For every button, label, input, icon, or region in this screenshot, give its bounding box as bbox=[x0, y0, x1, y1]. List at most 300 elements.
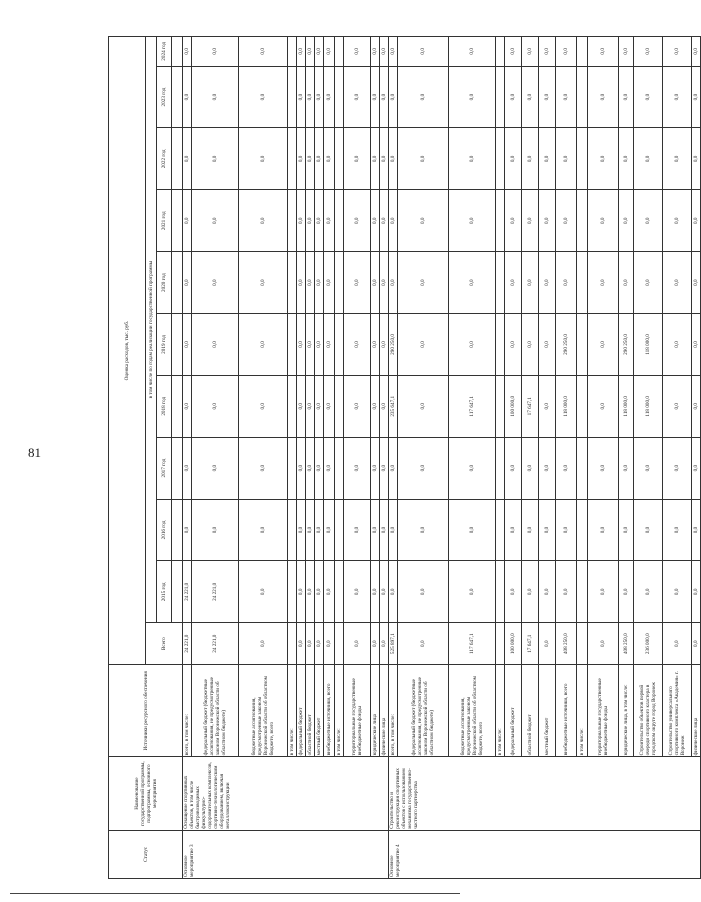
source-cell: всего, в том числе: bbox=[183, 665, 192, 757]
value-cell: 0,0 bbox=[505, 190, 522, 252]
source-cell: областной бюджет bbox=[522, 665, 539, 757]
value-cell: 0,0 bbox=[192, 66, 239, 128]
value-cell: 0,0 bbox=[539, 623, 556, 665]
value-cell: 0,0 bbox=[192, 437, 239, 499]
value-cell: 0,0 bbox=[315, 190, 324, 252]
value-cell: 0,0 bbox=[522, 437, 539, 499]
value-cell bbox=[288, 190, 297, 252]
value-cell: 290 250,0 bbox=[619, 314, 634, 376]
table-row bbox=[239, 37, 288, 879]
value-cell: 0,0 bbox=[297, 375, 306, 437]
value-cell: 0,0 bbox=[588, 190, 619, 252]
value-cell: 0,0 bbox=[306, 499, 315, 561]
value-cell: 0,0 bbox=[239, 128, 288, 190]
header-year: 2019 год bbox=[157, 314, 172, 376]
table-row bbox=[619, 37, 634, 879]
value-cell: 0,0 bbox=[619, 128, 634, 190]
source-cell: внебюджетные источники, всего bbox=[556, 665, 577, 757]
value-cell bbox=[496, 561, 505, 623]
value-cell: 0,0 bbox=[398, 37, 449, 67]
value-cell: 0,0 bbox=[663, 252, 692, 314]
value-cell: 0,0 bbox=[692, 499, 701, 561]
value-cell bbox=[496, 314, 505, 376]
source-cell: территориальные государственные внебюджетные фонды bbox=[344, 665, 371, 757]
header-year-blank bbox=[172, 314, 183, 376]
value-cell bbox=[496, 375, 505, 437]
value-cell: 0,0 bbox=[192, 499, 239, 561]
table-row bbox=[288, 37, 297, 879]
value-cell: 0,0 bbox=[556, 252, 577, 314]
value-cell bbox=[288, 66, 297, 128]
value-cell: 0,0 bbox=[692, 66, 701, 128]
value-cell: 0,0 bbox=[297, 561, 306, 623]
value-cell bbox=[577, 37, 588, 67]
value-cell: 118 000,0 bbox=[634, 314, 663, 376]
table-row bbox=[634, 37, 663, 879]
value-cell: 0,0 bbox=[306, 623, 315, 665]
value-cell: 0,0 bbox=[522, 561, 539, 623]
value-cell: 0,0 bbox=[556, 499, 577, 561]
value-cell: 0,0 bbox=[324, 375, 335, 437]
value-cell: 117 647,1 bbox=[449, 623, 496, 665]
value-cell: 0,0 bbox=[449, 37, 496, 67]
value-cell: 0,0 bbox=[344, 437, 371, 499]
value-cell: 0,0 bbox=[380, 499, 389, 561]
value-cell: 0,0 bbox=[588, 37, 619, 67]
status-cell: Основное мероприятие 4 bbox=[389, 830, 701, 878]
value-cell: 0,0 bbox=[239, 37, 288, 67]
value-cell: 0,0 bbox=[380, 623, 389, 665]
value-cell: 0,0 bbox=[449, 128, 496, 190]
source-cell: местный бюджет bbox=[315, 665, 324, 757]
value-cell: 0,0 bbox=[324, 37, 335, 67]
value-cell: 0,0 bbox=[398, 623, 449, 665]
value-cell: 17 647,1 bbox=[522, 623, 539, 665]
value-cell: 0,0 bbox=[588, 252, 619, 314]
value-cell: 0,0 bbox=[297, 252, 306, 314]
source-cell: в том числе: bbox=[335, 665, 344, 757]
value-cell: 0,0 bbox=[371, 314, 380, 376]
value-cell: 0,0 bbox=[692, 128, 701, 190]
value-cell: 0,0 bbox=[389, 252, 398, 314]
table-row bbox=[539, 37, 556, 879]
value-cell: 0,0 bbox=[192, 314, 239, 376]
value-cell: 0,0 bbox=[634, 128, 663, 190]
value-cell: 0,0 bbox=[324, 623, 335, 665]
value-cell: 0,0 bbox=[315, 375, 324, 437]
value-cell: 0,0 bbox=[297, 190, 306, 252]
value-cell: 0,0 bbox=[192, 37, 239, 67]
value-cell: 0,0 bbox=[449, 252, 496, 314]
table-row bbox=[380, 37, 389, 879]
value-cell bbox=[335, 623, 344, 665]
table-row bbox=[505, 37, 522, 879]
value-cell: 0,0 bbox=[634, 37, 663, 67]
value-cell: 0,0 bbox=[539, 37, 556, 67]
value-cell: 0,0 bbox=[556, 66, 577, 128]
value-cell: 0,0 bbox=[556, 437, 577, 499]
value-cell: 0,0 bbox=[315, 66, 324, 128]
value-cell: 0,0 bbox=[539, 561, 556, 623]
value-cell: 0,0 bbox=[239, 66, 288, 128]
value-cell: 0,0 bbox=[389, 499, 398, 561]
value-cell: 0,0 bbox=[380, 37, 389, 67]
value-cell bbox=[335, 375, 344, 437]
value-cell: 0,0 bbox=[522, 66, 539, 128]
value-cell: 0,0 bbox=[315, 561, 324, 623]
value-cell: 0,0 bbox=[588, 561, 619, 623]
value-cell: 0,0 bbox=[522, 499, 539, 561]
source-cell: федеральный бюджет (бюджетные ассигнования, не предусмотренные законом Воронежской области об областном бюджете) bbox=[192, 665, 239, 757]
value-cell: 0,0 bbox=[315, 437, 324, 499]
value-cell: 0,0 bbox=[692, 190, 701, 252]
header-year-blank bbox=[172, 252, 183, 314]
value-cell: 0,0 bbox=[539, 66, 556, 128]
header-year-blank bbox=[172, 437, 183, 499]
value-cell: 0,0 bbox=[588, 499, 619, 561]
value-cell: 0,0 bbox=[324, 128, 335, 190]
value-cell bbox=[335, 252, 344, 314]
value-cell: 0,0 bbox=[692, 623, 701, 665]
value-cell: 0,0 bbox=[663, 37, 692, 67]
value-cell: 0,0 bbox=[371, 128, 380, 190]
table-row bbox=[449, 37, 496, 879]
table-row bbox=[663, 37, 692, 879]
value-cell bbox=[496, 499, 505, 561]
value-cell: 0,0 bbox=[505, 499, 522, 561]
header-year: 2016 год bbox=[157, 499, 172, 561]
value-cell: 0,0 bbox=[634, 437, 663, 499]
table-row bbox=[556, 37, 577, 879]
value-cell: 0,0 bbox=[522, 128, 539, 190]
value-cell: 0,0 bbox=[619, 252, 634, 314]
header-year: 2024 год bbox=[157, 37, 172, 67]
value-cell: 0,0 bbox=[324, 190, 335, 252]
value-cell: 0,0 bbox=[588, 66, 619, 128]
value-cell: 290 250,0 bbox=[556, 314, 577, 376]
value-cell: 236 000,0 bbox=[634, 623, 663, 665]
value-cell: 0,0 bbox=[449, 66, 496, 128]
value-cell bbox=[577, 375, 588, 437]
value-cell: 0,0 bbox=[663, 190, 692, 252]
value-cell: 0,0 bbox=[539, 314, 556, 376]
value-cell: 0,0 bbox=[183, 252, 192, 314]
value-cell: 0,0 bbox=[297, 128, 306, 190]
table-row bbox=[398, 37, 449, 879]
value-cell: 0,0 bbox=[324, 66, 335, 128]
value-cell bbox=[577, 190, 588, 252]
value-cell: 0,0 bbox=[239, 499, 288, 561]
value-cell: 0,0 bbox=[634, 66, 663, 128]
value-cell: 0,0 bbox=[619, 499, 634, 561]
value-cell: 0,0 bbox=[380, 561, 389, 623]
value-cell: 0,0 bbox=[663, 128, 692, 190]
value-cell: 0,0 bbox=[344, 252, 371, 314]
value-cell: 0,0 bbox=[692, 314, 701, 376]
value-cell: 24 221,0 bbox=[192, 623, 239, 665]
source-cell: федеральный бюджет (бюджетные ассигнования, не предусмотренные законом Воронежской области об областном бюджете) bbox=[398, 665, 449, 757]
value-cell: 0,0 bbox=[634, 499, 663, 561]
value-cell: 0,0 bbox=[663, 375, 692, 437]
value-cell: 0,0 bbox=[619, 437, 634, 499]
value-cell bbox=[577, 623, 588, 665]
value-cell: 0,0 bbox=[306, 66, 315, 128]
expenditure-table bbox=[108, 36, 701, 879]
value-cell bbox=[496, 623, 505, 665]
value-cell: 0,0 bbox=[398, 499, 449, 561]
value-cell bbox=[335, 314, 344, 376]
value-cell: 0,0 bbox=[239, 623, 288, 665]
value-cell bbox=[288, 623, 297, 665]
value-cell: 0,0 bbox=[315, 623, 324, 665]
value-cell bbox=[577, 437, 588, 499]
value-cell: 0,0 bbox=[315, 128, 324, 190]
value-cell bbox=[288, 561, 297, 623]
value-cell: 0,0 bbox=[324, 499, 335, 561]
value-cell bbox=[577, 252, 588, 314]
value-cell: 0,0 bbox=[398, 561, 449, 623]
header-year: 2021 год bbox=[157, 190, 172, 252]
value-cell: 0,0 bbox=[380, 437, 389, 499]
value-cell bbox=[288, 375, 297, 437]
value-cell: 0,0 bbox=[556, 190, 577, 252]
value-cell: 0,0 bbox=[344, 190, 371, 252]
value-cell: 0,0 bbox=[306, 375, 315, 437]
value-cell bbox=[496, 437, 505, 499]
value-cell bbox=[496, 128, 505, 190]
header-year-blank bbox=[172, 375, 183, 437]
value-cell: 0,0 bbox=[692, 252, 701, 314]
source-cell: физические лица bbox=[380, 665, 389, 757]
value-cell: 0,0 bbox=[398, 314, 449, 376]
rotated-page bbox=[108, 36, 699, 879]
value-cell: 0,0 bbox=[315, 252, 324, 314]
value-cell: 0,0 bbox=[239, 375, 288, 437]
value-cell: 0,0 bbox=[239, 314, 288, 376]
table-row bbox=[389, 37, 398, 879]
name-cell: Строительство и реконструкция спортивных объектов с использованием механизма государственно-частного партнерства bbox=[389, 757, 701, 830]
value-cell: 17 647,1 bbox=[522, 375, 539, 437]
value-cell: 0,0 bbox=[344, 375, 371, 437]
value-cell: 0,0 bbox=[324, 561, 335, 623]
value-cell: 0,0 bbox=[692, 437, 701, 499]
table-row bbox=[183, 37, 192, 879]
value-cell: 0,0 bbox=[344, 499, 371, 561]
value-cell bbox=[577, 561, 588, 623]
page-number: 81 bbox=[28, 445, 41, 460]
value-cell: 0,0 bbox=[239, 252, 288, 314]
value-cell: 0,0 bbox=[344, 66, 371, 128]
value-cell: 0,0 bbox=[522, 190, 539, 252]
header-name: Наименование государственной программы, подпрограммы, основного мероприятия bbox=[109, 757, 183, 830]
value-cell: 0,0 bbox=[522, 37, 539, 67]
value-cell: 0,0 bbox=[380, 314, 389, 376]
value-cell: 0,0 bbox=[398, 190, 449, 252]
value-cell: 0,0 bbox=[183, 66, 192, 128]
value-cell: 0,0 bbox=[239, 190, 288, 252]
value-cell: 0,0 bbox=[344, 37, 371, 67]
value-cell: 0,0 bbox=[539, 499, 556, 561]
value-cell bbox=[288, 499, 297, 561]
value-cell: 0,0 bbox=[371, 561, 380, 623]
value-cell: 0,0 bbox=[380, 128, 389, 190]
header-year: 2017 год bbox=[157, 437, 172, 499]
table-row bbox=[192, 37, 239, 879]
value-cell: 0,0 bbox=[306, 437, 315, 499]
value-cell: 235 647,1 bbox=[389, 375, 398, 437]
value-cell: 0,0 bbox=[663, 66, 692, 128]
value-cell: 0,0 bbox=[619, 37, 634, 67]
value-cell: 0,0 bbox=[297, 314, 306, 376]
source-cell: бюджетные ассигнования, предусмотренные законом Воронежской области об областном бюджете, всего bbox=[239, 665, 288, 757]
header-year-blank bbox=[172, 128, 183, 190]
value-cell: 0,0 bbox=[505, 437, 522, 499]
value-cell: 0,0 bbox=[692, 37, 701, 67]
value-cell bbox=[335, 190, 344, 252]
source-cell: местный бюджет bbox=[539, 665, 556, 757]
value-cell bbox=[288, 314, 297, 376]
value-cell: 0,0 bbox=[634, 190, 663, 252]
value-cell: 525 897,1 bbox=[389, 623, 398, 665]
value-cell: 0,0 bbox=[539, 437, 556, 499]
value-cell: 0,0 bbox=[389, 190, 398, 252]
value-cell: 0,0 bbox=[297, 66, 306, 128]
value-cell: 0,0 bbox=[663, 314, 692, 376]
value-cell: 0,0 bbox=[398, 66, 449, 128]
value-cell: 408 250,0 bbox=[556, 623, 577, 665]
value-cell: 0,0 bbox=[371, 66, 380, 128]
value-cell: 0,0 bbox=[449, 314, 496, 376]
value-cell: 0,0 bbox=[505, 37, 522, 67]
value-cell: 0,0 bbox=[324, 437, 335, 499]
header-status: Статус bbox=[109, 830, 183, 878]
header-year: 2015 год bbox=[157, 561, 172, 623]
value-cell: 117 647,1 bbox=[449, 375, 496, 437]
value-cell bbox=[577, 66, 588, 128]
value-cell bbox=[496, 252, 505, 314]
value-cell: 0,0 bbox=[449, 561, 496, 623]
value-cell: 0,0 bbox=[619, 561, 634, 623]
value-cell bbox=[335, 561, 344, 623]
value-cell: 24 221,0 bbox=[192, 561, 239, 623]
value-cell bbox=[335, 499, 344, 561]
source-cell: в том числе: bbox=[577, 665, 588, 757]
value-cell bbox=[496, 66, 505, 128]
value-cell: 0,0 bbox=[522, 252, 539, 314]
value-cell: 0,0 bbox=[315, 314, 324, 376]
value-cell bbox=[496, 190, 505, 252]
value-cell: 0,0 bbox=[192, 190, 239, 252]
value-cell: 0,0 bbox=[380, 375, 389, 437]
value-cell: 0,0 bbox=[663, 623, 692, 665]
header-total: Всего bbox=[146, 623, 183, 665]
source-cell: юридические лица, в том числе: bbox=[619, 665, 634, 757]
value-cell: 24 221,0 bbox=[183, 623, 192, 665]
name-cell: Оснащение спортивных объектов, в том числе быстровозводимых физкультурно-оздоровительных комплексов, спортивно-технологическим оборудованием, включая металлоконструкции bbox=[183, 757, 389, 830]
value-cell bbox=[577, 128, 588, 190]
value-cell: 0,0 bbox=[183, 128, 192, 190]
value-cell: 0,0 bbox=[371, 252, 380, 314]
value-cell: 0,0 bbox=[192, 128, 239, 190]
value-cell: 0,0 bbox=[183, 190, 192, 252]
value-cell: 0,0 bbox=[505, 561, 522, 623]
value-cell: 0,0 bbox=[315, 499, 324, 561]
value-cell: 0,0 bbox=[306, 128, 315, 190]
header-year: 2018 год bbox=[157, 375, 172, 437]
source-cell: физические лица bbox=[692, 665, 701, 757]
value-cell: 0,0 bbox=[183, 375, 192, 437]
value-cell: 0,0 bbox=[344, 623, 371, 665]
table-row bbox=[344, 37, 371, 879]
value-cell: 118 000,0 bbox=[619, 375, 634, 437]
table-header bbox=[109, 37, 183, 879]
value-cell: 0,0 bbox=[297, 37, 306, 67]
table-row bbox=[577, 37, 588, 879]
value-cell: 0,0 bbox=[556, 128, 577, 190]
value-cell bbox=[288, 252, 297, 314]
table-row bbox=[522, 37, 539, 879]
value-cell: 0,0 bbox=[663, 499, 692, 561]
value-cell: 0,0 bbox=[306, 252, 315, 314]
value-cell: 0,0 bbox=[183, 37, 192, 67]
source-cell: федеральный бюджет bbox=[297, 665, 306, 757]
source-cell: территориальные государственные внебюджетные фонды bbox=[588, 665, 619, 757]
value-cell: 0,0 bbox=[192, 375, 239, 437]
value-cell bbox=[577, 314, 588, 376]
value-cell: 0,0 bbox=[306, 561, 315, 623]
value-cell: 0,0 bbox=[371, 37, 380, 67]
value-cell: 0,0 bbox=[588, 623, 619, 665]
table-row bbox=[692, 37, 701, 879]
table-row bbox=[315, 37, 324, 879]
value-cell: 0,0 bbox=[344, 561, 371, 623]
value-cell: 0,0 bbox=[619, 190, 634, 252]
table-row bbox=[496, 37, 505, 879]
source-cell: Строительство объектов первой очереди спортивного кластера в городском округе город Воронеж bbox=[634, 665, 663, 757]
status-cell: Основное мероприятие 3 bbox=[183, 830, 389, 878]
value-cell: 0,0 bbox=[505, 252, 522, 314]
value-cell: 0,0 bbox=[371, 499, 380, 561]
value-cell: 0,0 bbox=[539, 252, 556, 314]
value-cell: 0,0 bbox=[315, 37, 324, 67]
source-cell: в том числе: bbox=[496, 665, 505, 757]
value-cell: 0,0 bbox=[505, 128, 522, 190]
value-cell: 0,0 bbox=[344, 128, 371, 190]
value-cell: 0,0 bbox=[389, 66, 398, 128]
value-cell: 0,0 bbox=[663, 561, 692, 623]
value-cell: 0,0 bbox=[380, 252, 389, 314]
value-cell: 0,0 bbox=[663, 437, 692, 499]
value-cell: 0,0 bbox=[588, 375, 619, 437]
value-cell: 0,0 bbox=[371, 375, 380, 437]
value-cell: 0,0 bbox=[371, 190, 380, 252]
value-cell: 0,0 bbox=[324, 252, 335, 314]
value-cell: 0,0 bbox=[692, 561, 701, 623]
value-cell: 0,0 bbox=[522, 314, 539, 376]
value-cell bbox=[335, 66, 344, 128]
value-cell: 0,0 bbox=[306, 314, 315, 376]
value-cell: 0,0 bbox=[371, 623, 380, 665]
table-row bbox=[588, 37, 619, 879]
value-cell: 0,0 bbox=[588, 437, 619, 499]
value-cell: 0,0 bbox=[505, 314, 522, 376]
value-cell: 290 250,0 bbox=[389, 314, 398, 376]
table-row bbox=[371, 37, 380, 879]
header-year: 2022 год bbox=[157, 128, 172, 190]
source-cell: Строительство универсального спортивного комплекса «Академия» г. Воронеж bbox=[663, 665, 692, 757]
header-year-blank bbox=[172, 190, 183, 252]
value-cell: 0,0 bbox=[398, 375, 449, 437]
